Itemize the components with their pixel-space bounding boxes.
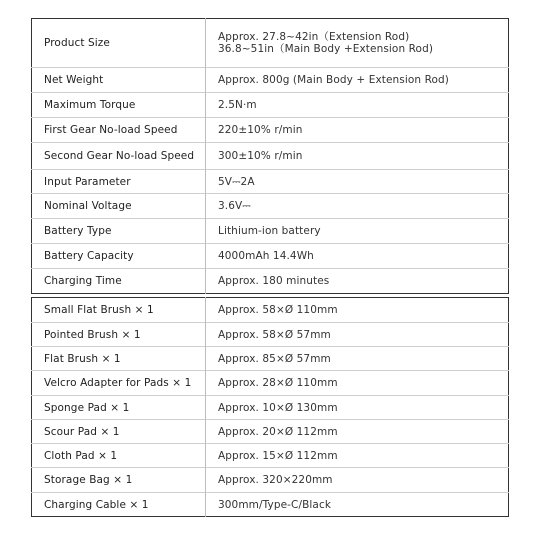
row-label: Cloth Pad × 1 [32, 444, 206, 468]
accessories-table [31, 297, 509, 517]
row-value: Approx. 10×Ø 130mm [206, 396, 509, 420]
row-label: Velcro Adapter for Pads × 1 [32, 371, 206, 396]
specifications-table [31, 18, 509, 294]
row-value: 220±10% r/min [206, 118, 509, 143]
row-label: Net Weight [32, 68, 206, 93]
table-row [32, 118, 509, 143]
row-label: Input Parameter [32, 170, 206, 194]
row-label: Scour Pad × 1 [32, 420, 206, 444]
table-row [32, 93, 509, 118]
table-row [32, 194, 509, 219]
table-row [32, 371, 509, 396]
row-value: Approx. 58×Ø 110mm [218, 304, 338, 316]
table-row [32, 68, 509, 93]
row-value: Approx. 28×Ø 110mm [206, 371, 509, 396]
row-label: Flat Brush × 1 [32, 347, 206, 371]
row-value: 4000mAh 14.4Wh [206, 244, 509, 269]
table-row [32, 420, 509, 444]
table-row [32, 468, 509, 493]
table-row [32, 219, 509, 244]
row-value: 5V⎓2A [206, 170, 509, 194]
table-row [32, 444, 509, 468]
table-row [32, 493, 509, 517]
table-row [32, 269, 509, 294]
table-row [32, 323, 509, 347]
row-value: Approx. 180 minutes [206, 269, 509, 294]
row-label: Pointed Brush × 1 [32, 323, 206, 347]
row-label: Charging Time [32, 269, 206, 294]
row-value: Approx. 20×Ø 112mm [206, 420, 509, 444]
table-row [32, 396, 509, 420]
row-value: 300±10% r/min [206, 143, 509, 170]
row-label: Small Flat Brush × 1 [32, 298, 206, 323]
row-value: Lithium-ion battery [206, 219, 509, 244]
value-line: Approx. 27.8~42in（Extension Rod) [218, 31, 410, 43]
row-label: Second Gear No-load Speed [32, 143, 206, 170]
row-label: Nominal Voltage [32, 194, 206, 219]
table-row [32, 19, 509, 68]
table-row [32, 298, 509, 323]
row-label: Storage Bag × 1 [32, 468, 206, 493]
table-row [32, 347, 509, 371]
row-value [206, 19, 509, 68]
row-label: Sponge Pad × 1 [32, 396, 206, 420]
row-value: 300mm/Type-C/Black [206, 493, 509, 517]
row-label: Charging Cable × 1 [32, 493, 206, 517]
row-value: Approx. 15×Ø 112mm [206, 444, 509, 468]
table-row [32, 244, 509, 269]
table-row [32, 143, 509, 170]
row-value: Approx. 320×220mm [206, 468, 509, 493]
row-label: Maximum Torque [32, 93, 206, 118]
row-value: Approx. 85×Ø 57mm [206, 347, 509, 371]
value-line: 36.8~51in（Main Body +Extension Rod) [218, 43, 434, 55]
table-row [32, 170, 509, 194]
row-label: First Gear No-load Speed [32, 118, 206, 143]
row-value: Approx. 58×Ø 57mm [206, 323, 509, 347]
row-label: Battery Type [32, 219, 206, 244]
row-label: Product Size [32, 19, 206, 68]
row-value: Approx. 800g (Main Body + Extension Rod) [206, 68, 509, 93]
row-value: 3.6V⎓ [206, 194, 509, 219]
row-value: 2.5N·m [206, 93, 509, 118]
row-label: Battery Capacity [32, 244, 206, 269]
